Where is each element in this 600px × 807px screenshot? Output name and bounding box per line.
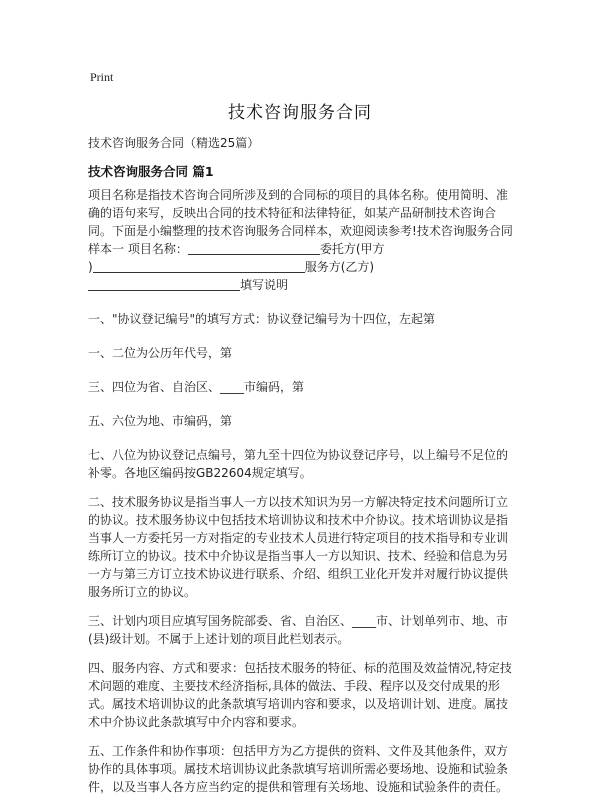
paragraph: 五、六位为地、市编码，第 [88,414,233,428]
project-name-blank [188,241,320,255]
paragraph: 一、"协议登记编号"的填写方式：协议登记编号为十四位，左起第 [88,312,436,326]
document-body [88,186,516,807]
document-title: 技术咨询服务合同 [228,103,372,123]
paragraph: 七、八位为协议登记点编号，第九至十四位为协议登记序号，以上编号不足位的补零。各地区编码按GB22604规定填写。 [88,448,509,480]
paragraph: 四、服务内容、方式和要求：包括技术服务的特征、标的范围及效益情况,特定技术问题的难度、主要技术经济指标,具体的做法、手段、程序以及交付成果的形式。属技术培训协议的此条款填写培训内容和要求，以及培训计划、进度。属技术中介协议此条款填写中介内容和要求。 [88,661,512,729]
client-label: 委托方(甲方 [319,242,385,256]
provider-label: 服务方(乙方) [304,260,375,274]
paragraph: 二、技术服务协议是指当事人一方以技术知识为另一方解决特定技术问题所订立的协议。技术服务协议中包括技术培训协议和技术中介协议。技术培训协议是指当事人一方委托另一方对指定的专业技术人员进行特定项目的技术指导和专业训练所订立的协议。技术中介协议是指当事人一方以知识、技术、经验和信息为另一方与第三方订立技术协议进行联系、介绍、组织工业化开发并对履行协议提供服务所订立的协议。 [88,495,509,599]
instructions-label: 填写说明 [240,278,289,292]
print-link[interactable]: Print [90,70,114,84]
document-subtitle: 技术咨询服务合同（精选25篇） [88,136,260,150]
provider-blank [88,277,240,291]
paragraph: 三、计划内项目应填写国务院部委、省、自治区、____市、计划单列市、地、市(县)级计划。不属于上述计划的项目此栏划表示。 [88,614,509,646]
client-blank [93,259,175,273]
paragraph: 三、四位为省、自治区、____市编码，第 [88,380,305,394]
project-name-label: 项目名称： [127,242,188,256]
section-heading: 技术咨询服务合同 篇1 [88,164,214,179]
client-blank-2 [175,259,305,273]
paragraph: 一、二位为公历年代号，第 [88,346,233,360]
paragraph: 五、工作条件和协作事项：包括甲方为乙方提供的资料、文件及其他条件，双方协作的具体事项。属技术培训协议此条款填写培训所需必要场地、设施和试验条件，以及当事人各方应当约定的提供和管理有关场地、设施和试验条件的责任。 [88,744,509,794]
paren-close: ) [88,260,93,274]
intro-text: 项目名称是指技术咨询合同所涉及到的合同标的项目的具体名称。使用简明、准确的语句来写，反映出合同的技术特征和法律特征，如某产品研制技术咨询合同。下面是小编整理的技术咨询服务合同样本，欢迎阅读参考!技术咨询服务合同样本一 [88,188,513,256]
intro-paragraph [88,186,516,294]
